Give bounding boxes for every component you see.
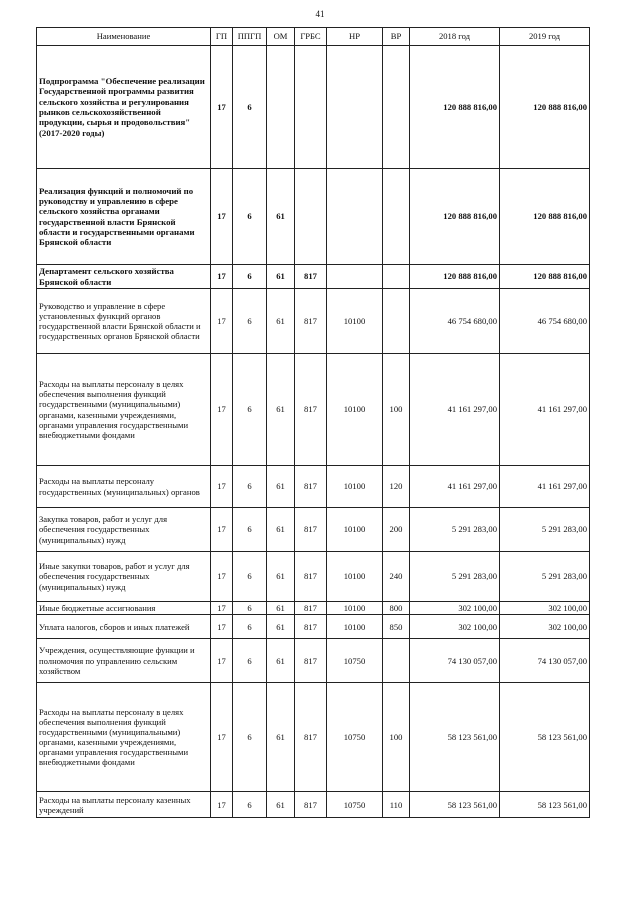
cell-grbs: 817 [295,289,327,354]
cell-gp: 17 [211,289,233,354]
cell-grbs: 817 [295,683,327,792]
cell-om [267,46,295,169]
cell-ppgp: 6 [233,46,267,169]
cell-vr [383,169,410,265]
cell-amount-2019: 120 888 816,00 [500,46,590,169]
column-header-vr: ВР [383,28,410,46]
cell-amount-2018: 41 161 297,00 [410,354,500,466]
cell-vr: 100 [383,683,410,792]
cell-np: 10100 [327,354,383,466]
cell-amount-2019: 120 888 816,00 [500,265,590,289]
cell-name: Реализация функций и полномочий по руководству и управлению в сфере сельского хозяйства органами государственной власти Брянской области и государственными органами Брянской области [37,169,211,265]
cell-vr: 800 [383,602,410,615]
cell-amount-2019: 41 161 297,00 [500,466,590,508]
cell-amount-2019: 46 754 680,00 [500,289,590,354]
cell-np: 10100 [327,615,383,639]
cell-ppgp: 6 [233,354,267,466]
page-number: 41 [315,9,325,19]
cell-om: 61 [267,169,295,265]
cell-vr: 240 [383,552,410,602]
cell-amount-2018: 302 100,00 [410,615,500,639]
cell-grbs [295,169,327,265]
cell-ppgp: 6 [233,602,267,615]
cell-amount-2018: 74 130 057,00 [410,639,500,683]
cell-np: 10100 [327,602,383,615]
cell-name: Расходы на выплаты персоналу в целях обеспечения выполнения функций государственными (муниципальными) органами, казенными учреждениями, органами управления государственными внебюджетными фондами [37,354,211,466]
cell-gp: 17 [211,354,233,466]
cell-np [327,46,383,169]
cell-ppgp: 6 [233,466,267,508]
cell-np: 10100 [327,289,383,354]
cell-amount-2019: 74 130 057,00 [500,639,590,683]
cell-grbs: 817 [295,466,327,508]
cell-vr [383,265,410,289]
cell-ppgp: 6 [233,552,267,602]
cell-grbs: 817 [295,265,327,289]
table-row [37,466,590,508]
column-header-gp: ГП [211,28,233,46]
cell-name: Иные бюджетные ассигнования [37,602,211,615]
cell-gp: 17 [211,602,233,615]
table-row [37,683,590,792]
cell-vr: 110 [383,792,410,818]
table-row [37,169,590,265]
cell-ppgp: 6 [233,265,267,289]
cell-amount-2018: 5 291 283,00 [410,552,500,602]
cell-name: Иные закупки товаров, работ и услуг для обеспечения государственных (муниципальных) нужд [37,552,211,602]
cell-vr [383,46,410,169]
cell-amount-2019: 5 291 283,00 [500,508,590,552]
cell-om: 61 [267,508,295,552]
cell-gp: 17 [211,639,233,683]
cell-grbs: 817 [295,792,327,818]
table-row [37,46,590,169]
cell-om: 61 [267,602,295,615]
cell-ppgp: 6 [233,639,267,683]
cell-grbs: 817 [295,552,327,602]
cell-amount-2018: 120 888 816,00 [410,265,500,289]
column-header-2019: 2019 год [500,28,590,46]
cell-gp: 17 [211,683,233,792]
cell-gp: 17 [211,466,233,508]
cell-om: 61 [267,639,295,683]
cell-name: Закупка товаров, работ и услуг для обеспечения государственных (муниципальных) нужд [37,508,211,552]
cell-np: 10100 [327,508,383,552]
cell-np: 10100 [327,466,383,508]
cell-grbs [295,46,327,169]
cell-amount-2019: 120 888 816,00 [500,169,590,265]
column-header-grbs: ГРБС [295,28,327,46]
table-header-row [37,28,590,46]
budget-table [36,27,590,818]
cell-amount-2019: 58 123 561,00 [500,792,590,818]
cell-ppgp: 6 [233,508,267,552]
table-row [37,289,590,354]
cell-name: Учреждения, осуществляющие функции и полномочия по управлению сельским хозяйством [37,639,211,683]
cell-np [327,265,383,289]
cell-amount-2018: 302 100,00 [410,602,500,615]
cell-grbs: 817 [295,615,327,639]
cell-om: 61 [267,552,295,602]
cell-vr [383,639,410,683]
cell-gp: 17 [211,508,233,552]
table-row [37,615,590,639]
cell-name: Департамент сельского хозяйства Брянской области [37,265,211,289]
table-row [37,508,590,552]
cell-amount-2019: 5 291 283,00 [500,552,590,602]
cell-name: Подпрограмма "Обеспечение реализации Государственной программы развития сельского хозяйства и регулирования рынков сельскохозяйственной продукции, сырья и продовольствия" (2017-2020 годы) [37,46,211,169]
table-row [37,602,590,615]
cell-np: 10750 [327,683,383,792]
cell-om: 61 [267,354,295,466]
cell-amount-2018: 58 123 561,00 [410,683,500,792]
cell-name: Расходы на выплаты персоналу государственных (муниципальных) органов [37,466,211,508]
cell-vr [383,289,410,354]
table-row [37,639,590,683]
cell-name: Расходы на выплаты персоналу казенных учреждений [37,792,211,818]
table-row [37,792,590,818]
cell-om: 61 [267,289,295,354]
column-header-np: НР [327,28,383,46]
cell-om: 61 [267,792,295,818]
cell-vr: 120 [383,466,410,508]
cell-ppgp: 6 [233,169,267,265]
cell-amount-2018: 120 888 816,00 [410,169,500,265]
column-header-om: ОМ [267,28,295,46]
cell-grbs: 817 [295,602,327,615]
cell-amount-2018: 120 888 816,00 [410,46,500,169]
cell-vr: 200 [383,508,410,552]
cell-om: 61 [267,683,295,792]
cell-gp: 17 [211,46,233,169]
cell-gp: 17 [211,792,233,818]
cell-gp: 17 [211,552,233,602]
cell-amount-2019: 302 100,00 [500,602,590,615]
cell-om: 61 [267,466,295,508]
cell-om: 61 [267,265,295,289]
cell-amount-2019: 302 100,00 [500,615,590,639]
cell-ppgp: 6 [233,683,267,792]
cell-name: Руководство и управление в сфере установленных функций органов государственной власти Брянской области и государственных органов Брянской области [37,289,211,354]
cell-om: 61 [267,615,295,639]
cell-grbs: 817 [295,639,327,683]
cell-grbs: 817 [295,354,327,466]
cell-np [327,169,383,265]
cell-amount-2018: 41 161 297,00 [410,466,500,508]
cell-ppgp: 6 [233,615,267,639]
cell-np: 10750 [327,792,383,818]
table-row [37,552,590,602]
cell-np: 10750 [327,639,383,683]
cell-gp: 17 [211,615,233,639]
cell-amount-2018: 58 123 561,00 [410,792,500,818]
cell-vr: 100 [383,354,410,466]
column-header-ppgp: ППГП [233,28,267,46]
cell-gp: 17 [211,169,233,265]
cell-ppgp: 6 [233,792,267,818]
column-header-name: Наименование [37,28,211,46]
cell-gp: 17 [211,265,233,289]
table-row [37,354,590,466]
cell-ppgp: 6 [233,289,267,354]
table-row [37,265,590,289]
cell-name: Уплата налогов, сборов и иных платежей [37,615,211,639]
cell-np: 10100 [327,552,383,602]
cell-amount-2019: 41 161 297,00 [500,354,590,466]
cell-vr: 850 [383,615,410,639]
cell-name: Расходы на выплаты персоналу в целях обеспечения выполнения функций государственными (муниципальными) органами, казенными учреждениями, органами управления государственными внебюджетными фондами [37,683,211,792]
column-header-2018: 2018 год [410,28,500,46]
cell-amount-2018: 5 291 283,00 [410,508,500,552]
cell-grbs: 817 [295,508,327,552]
cell-amount-2019: 58 123 561,00 [500,683,590,792]
cell-amount-2018: 46 754 680,00 [410,289,500,354]
